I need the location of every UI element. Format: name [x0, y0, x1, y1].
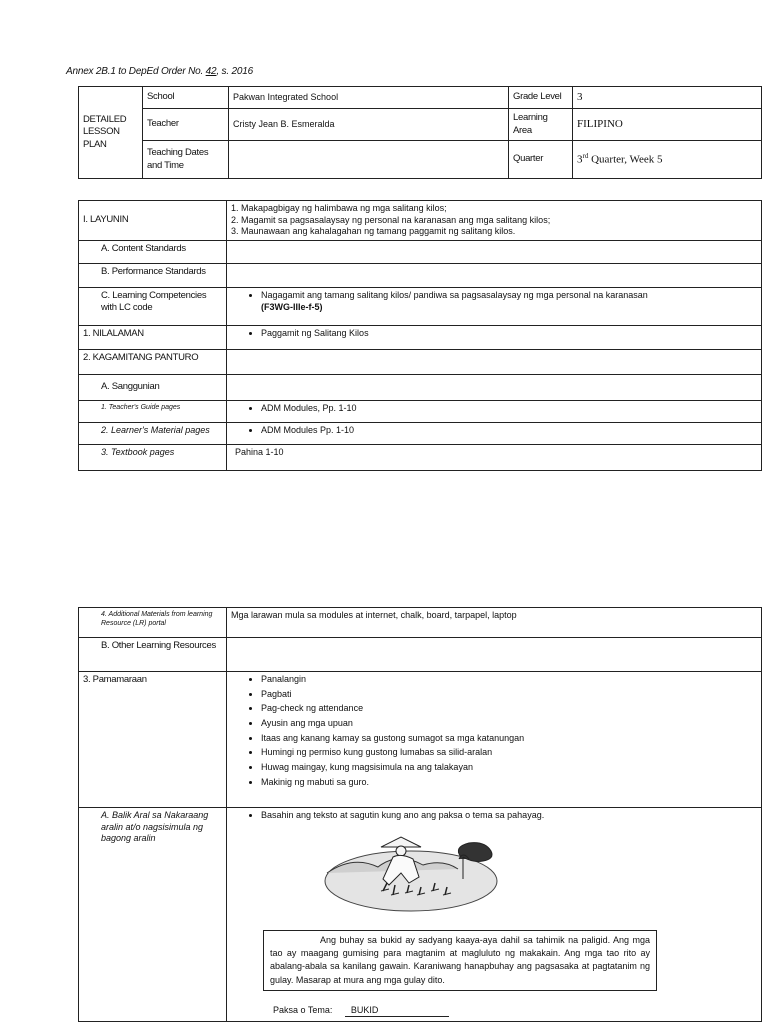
- additional-materials-label: 4. Additional Materials from learning Resource (LR) portal: [79, 608, 227, 638]
- dates-value: [229, 141, 509, 179]
- textbook-label: 3. Textbook pages: [79, 445, 227, 471]
- pamamaraan-item: • Huwag maingay, kung magsisimula na ang talakayan: [261, 762, 757, 774]
- quarter-suffix: rd: [582, 152, 589, 161]
- layunin-item: 3. Maunawaan ang kahalagahan ng tamang paggamit ng salitang kilos.: [231, 226, 516, 237]
- learners-material-value: [227, 423, 762, 445]
- quarter-number: 3: [577, 153, 583, 166]
- balik-aral-content: [227, 808, 762, 1022]
- kagamitan-value: [227, 350, 762, 375]
- annex-reference: [66, 66, 253, 77]
- area-value: FILIPINO: [573, 109, 762, 141]
- balik-aral-label: A. Balik Aral sa Nakaraang aralin at/o nagsisimula ng bagong aralin: [79, 808, 227, 1022]
- pamamaraan-item: • Ayusin ang mga upuan: [261, 718, 757, 730]
- textbook-value: Pahina 1-10: [227, 445, 762, 471]
- pamamaraan-item: • Panalangin: [261, 674, 757, 686]
- farmer-planting-illustration: [323, 833, 503, 913]
- title-line-1: DETAILED: [83, 113, 127, 125]
- reading-passage: [263, 930, 657, 990]
- dates-label: Teaching Dates and Time: [143, 141, 229, 179]
- balik-aral-instruction: • Basahin ang teksto at sagutin kung ano ang paksa o tema sa pahayag.: [261, 810, 757, 822]
- additional-materials-value: Mga larawan mula sa modules at internet, chalk, board, tarpapel, laptop: [227, 608, 762, 638]
- pamamaraan-list: [227, 672, 762, 808]
- content-standards-label: A. Content Standards: [79, 241, 227, 264]
- paksa-answer: BUKID: [345, 1005, 449, 1018]
- school-label: School: [143, 87, 229, 109]
- layunin-item: 1. Makapagbigay ng halimbawa ng mga salitang kilos;: [231, 203, 447, 213]
- annex-prefix: Annex 2B.1 to DepEd Order No.: [66, 66, 206, 77]
- pamamaraan-item: • Itaas ang kanang kamay sa gustong sumagot sa mga katanungan: [261, 733, 757, 745]
- paksa-line: [273, 1005, 757, 1018]
- grade-label: Grade Level: [509, 87, 573, 109]
- lesson-plan-title: [79, 87, 143, 179]
- school-value: Pakwan Integrated School: [229, 87, 509, 109]
- teachers-guide-value: [227, 401, 762, 423]
- other-resources-value: [227, 638, 762, 672]
- nilalaman-value: [227, 326, 762, 350]
- pamamaraan-item: • Pag-check ng attendance: [261, 703, 757, 715]
- sanggunian-label: A. Sanggunian: [79, 375, 227, 401]
- teacher-value: Cristy Jean B. Esmeralda: [229, 109, 509, 141]
- layunin-item: 2. Magamit sa pagsasalaysay ng personal na karanasan ang mga salitang kilos;: [231, 214, 551, 225]
- quarter-value: [573, 141, 762, 179]
- learners-material-label: 2. Learner's Material pages: [79, 423, 227, 445]
- sanggunian-value: [227, 375, 762, 401]
- nilalaman-text: • Paggamit ng Salitang Kilos: [261, 328, 757, 340]
- quarter-label: Quarter: [509, 141, 573, 179]
- layunin-label: I. LAYUNIN: [79, 201, 227, 241]
- area-label: Learning Area: [509, 109, 573, 141]
- annex-number: 42: [205, 66, 217, 77]
- paksa-label: Paksa o Tema:: [273, 1004, 333, 1015]
- pamamaraan-item: • Pagbati: [261, 689, 757, 701]
- competency-text: Nagagamit ang tamang salitang kilos/ pandiwa sa pagsasalaysay ng mga personal na karanasan: [261, 290, 648, 301]
- title-line-3: PLAN: [83, 138, 107, 150]
- quarter-rest: Quarter, Week 5: [588, 153, 663, 166]
- nilalaman-label: 1. NILALAMAN: [79, 326, 227, 350]
- other-resources-label: B. Other Learning Resources: [79, 638, 227, 672]
- performance-standards-label: B. Performance Standards: [79, 264, 227, 288]
- procedure-table: [78, 607, 762, 1022]
- kagamitan-label: 2. KAGAMITANG PANTURO: [79, 350, 227, 375]
- passage-text: Ang buhay sa bukid ay sadyang kaaya-aya dahil sa tahimik na paligid. Ang mga tao ay maagang gumising para magtanim at magluluto ng makakain. Ang mga tao rito ay abalang-abala sa kanilang gawain. Karaniwang hanapbuhay ang pagsasaka at pagtatanim ng gulay. Masarap at mura ang mga gulay dito.: [270, 935, 650, 985]
- teachers-guide-text: • ADM Modules, Pp. 1-10: [261, 403, 757, 415]
- performance-standards-value: [227, 264, 762, 288]
- teacher-label: Teacher: [143, 109, 229, 141]
- content-standards-value: [227, 241, 762, 264]
- pamamaraan-item: • Humingi ng permiso kung gustong lumabas sa silid-aralan: [261, 747, 757, 759]
- learners-material-text: • ADM Modules Pp. 1-10: [261, 425, 757, 437]
- grade-value: 3: [573, 87, 762, 109]
- competencies-label: C. Learning Competencies with LC code: [79, 288, 227, 326]
- pamamaraan-item: • Makinig ng mabuti sa guro.: [261, 777, 757, 789]
- teachers-guide-label: 1. Teacher's Guide pages: [79, 401, 227, 423]
- pamamaraan-label: 3. Pamamaraan: [79, 672, 227, 808]
- competency-code: (F3WG-IIIe-f-5): [261, 301, 323, 312]
- annex-suffix: , s. 2016: [216, 66, 253, 77]
- competencies-value: [227, 288, 762, 326]
- header-table: [78, 86, 762, 179]
- objectives-table: [78, 200, 762, 471]
- title-line-2: LESSON: [83, 126, 120, 138]
- layunin-list: [227, 201, 762, 241]
